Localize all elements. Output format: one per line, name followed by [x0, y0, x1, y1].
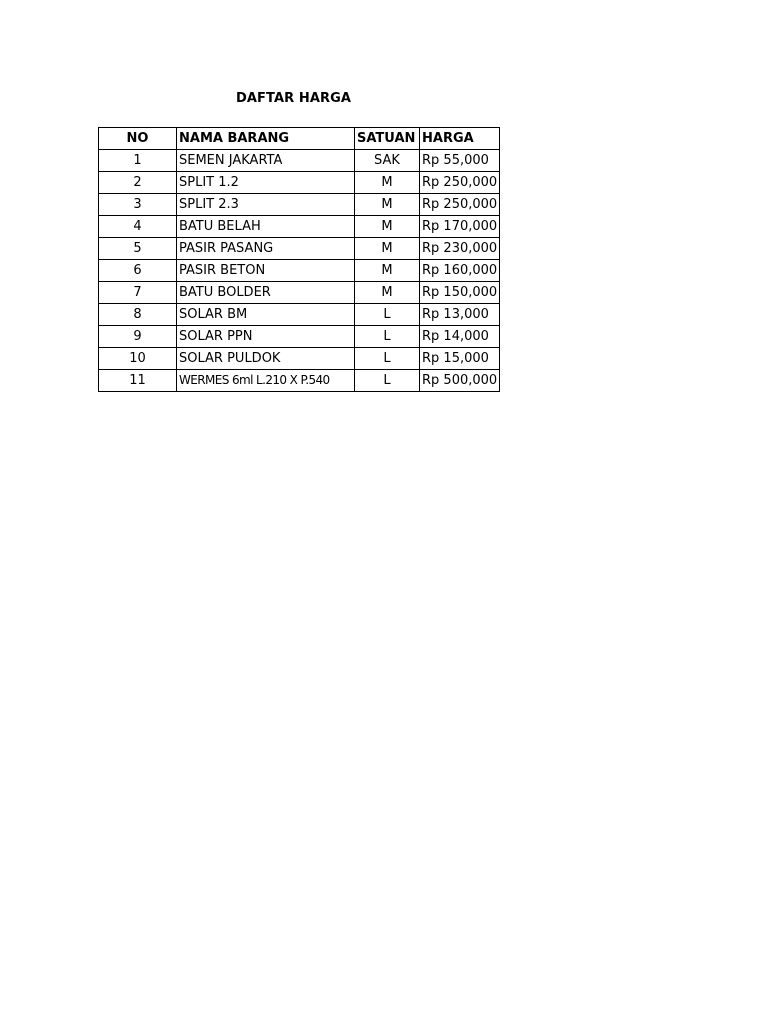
cell-no: 3	[99, 194, 177, 216]
cell-no: 5	[99, 238, 177, 260]
table-row	[99, 238, 500, 260]
cell-unit: L	[355, 370, 420, 392]
cell-no: 10	[99, 348, 177, 370]
cell-unit: M	[355, 282, 420, 304]
cell-price: Rp 250,000	[420, 172, 500, 194]
table-row	[99, 282, 500, 304]
cell-name: BATU BOLDER	[177, 282, 355, 304]
cell-name: BATU BELAH	[177, 216, 355, 238]
cell-name: SPLIT 1.2	[177, 172, 355, 194]
cell-no: 8	[99, 304, 177, 326]
cell-name: WERMES 6ml L.210 X P.540	[177, 370, 355, 392]
cell-unit: M	[355, 238, 420, 260]
cell-unit: L	[355, 348, 420, 370]
cell-unit: L	[355, 326, 420, 348]
cell-name: SOLAR BM	[177, 304, 355, 326]
cell-unit: M	[355, 260, 420, 282]
cell-price: Rp 230,000	[420, 238, 500, 260]
price-table	[98, 127, 500, 392]
cell-price: Rp 160,000	[420, 260, 500, 282]
cell-no: 6	[99, 260, 177, 282]
table-row	[99, 194, 500, 216]
cell-no: 1	[99, 150, 177, 172]
cell-no: 2	[99, 172, 177, 194]
cell-name: SOLAR PPN	[177, 326, 355, 348]
cell-unit: L	[355, 304, 420, 326]
table-row	[99, 370, 500, 392]
table-row	[99, 172, 500, 194]
cell-unit: M	[355, 216, 420, 238]
cell-unit: M	[355, 172, 420, 194]
header-no: NO	[99, 128, 177, 150]
cell-price: Rp 13,000	[420, 304, 500, 326]
cell-price: Rp 150,000	[420, 282, 500, 304]
cell-name: SPLIT 2.3	[177, 194, 355, 216]
cell-price: Rp 250,000	[420, 194, 500, 216]
cell-no: 11	[99, 370, 177, 392]
table-row	[99, 304, 500, 326]
cell-no: 4	[99, 216, 177, 238]
cell-no: 7	[99, 282, 177, 304]
cell-price: Rp 14,000	[420, 326, 500, 348]
cell-no: 9	[99, 326, 177, 348]
cell-price: Rp 55,000	[420, 150, 500, 172]
cell-name: PASIR PASANG	[177, 238, 355, 260]
table-row	[99, 260, 500, 282]
page-title: DAFTAR HARGA	[236, 91, 352, 106]
table-header-row	[99, 128, 500, 150]
cell-name: PASIR BETON	[177, 260, 355, 282]
table-row	[99, 216, 500, 238]
cell-price: Rp 15,000	[420, 348, 500, 370]
table-row	[99, 348, 500, 370]
header-name: NAMA BARANG	[177, 128, 355, 150]
cell-price: Rp 500,000	[420, 370, 500, 392]
header-price: HARGA	[420, 128, 500, 150]
header-unit: SATUAN	[355, 128, 420, 150]
cell-unit: M	[355, 194, 420, 216]
cell-name: SEMEN JAKARTA	[177, 150, 355, 172]
cell-name: SOLAR PULDOK	[177, 348, 355, 370]
cell-unit: SAK	[355, 150, 420, 172]
cell-price: Rp 170,000	[420, 216, 500, 238]
table-row	[99, 326, 500, 348]
table-row	[99, 150, 500, 172]
